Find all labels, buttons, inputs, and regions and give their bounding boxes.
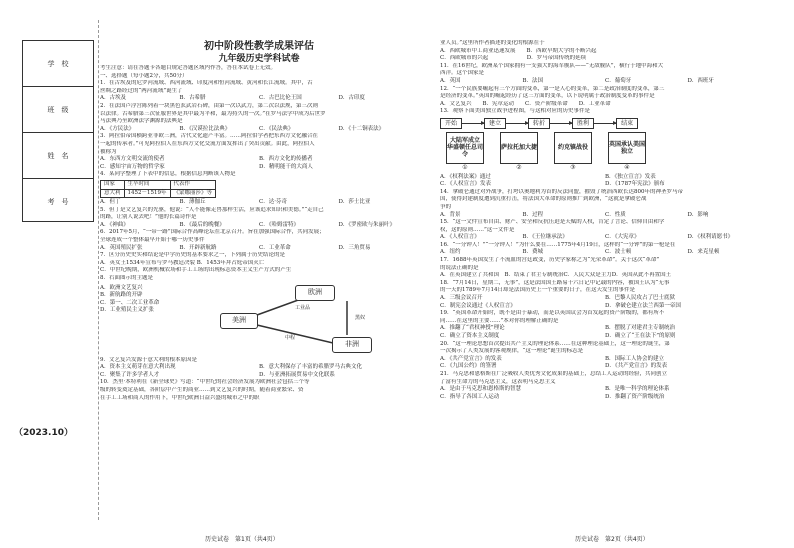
question-1: 1．在古埃及的尼罗河流域、西河流域、印度河和恒河流域、黄河和长江流域。其中，古 (100, 80, 313, 87)
page-footer-2: 历史试卷 第2页（共4页） (575, 536, 649, 543)
options-14 (440, 212, 770, 220)
option: A．背景 (440, 211, 461, 218)
flow-step: 结束 (616, 118, 638, 129)
option: B．《最后的晚餐》 (179, 221, 225, 228)
question-2: 2．在法国卢浮宫陈列着一块黑色玄武岩石碑，由第一次以武力，第二次以法规，第三次则 (100, 102, 319, 109)
flow-step: 开始 (440, 118, 462, 129)
option: B．过程 (522, 211, 544, 218)
options-13 (440, 174, 770, 182)
field-name: 姓 名 (23, 133, 93, 179)
question-2-cont: 以法律。古希腊第三次征服世界是其中最为平和，最为持久的一次。”在罗马法学中成为后世罗 (100, 110, 326, 117)
table-cell: 1452－1519年 (124, 189, 170, 198)
question-3-cont: 被称为 (100, 148, 117, 155)
question-17: 17．1688年英国发生了不流血的宫廷政变，历史学家称之为“光荣革命”。关于这次“革命” (440, 257, 660, 264)
question-14: 14．拿破仑通过对外战争，打垮以奥地利为首的反法同盟，摧毁了统治西欧长达800年的神圣罗马帝 (440, 188, 683, 195)
question-7: 7．区分历史史实和结论是中学历史的基本要求之一，下列属于历史结论的是 (100, 252, 286, 259)
question-18: 18．“7月14日，星期二，无事”，这是法国国王路易十六日记中记载的内容，被国王认为“无事 (440, 279, 670, 286)
event-card: 大陆军成立 华盛顿任总司令 (446, 132, 484, 164)
options-8 (100, 285, 210, 315)
question-11: 11．在16世纪，欧洲某个国家拥有一支强大的海军舰队——“无敌舰队”，横行于地中海和大 (440, 62, 664, 69)
binding-line (98, 20, 99, 520)
question-12: 12．“一个民族要崛起有三个方面的变革，第一是人心的变革，第二是政治制度的变革，第三 (440, 85, 665, 92)
option: C．《哈姆雷特》 (259, 221, 299, 228)
option: D．莎士比亚 (338, 199, 371, 206)
table-cell: 《蒙娜丽莎》等 (170, 189, 216, 198)
option: D．工业殖民主义扩张 (100, 307, 154, 314)
option: B．新航路的开辟 (100, 292, 143, 299)
options-9 (100, 364, 418, 372)
question-20-cont: 一次揭示了人类发展的客观规律，“这一理论”诞生的标志是 (440, 348, 584, 355)
card-col (608, 132, 646, 172)
card-col (554, 132, 592, 172)
flow-arrow (462, 123, 484, 124)
question-21-cont: 了富有生命力的马克思主义，这表明马克思主义 (440, 378, 556, 385)
field-class: 班 级 (23, 87, 93, 133)
label-slaves: 黑奴 (355, 314, 366, 321)
options-13b (440, 181, 770, 189)
options-5 (100, 222, 418, 230)
option: C．波士顿 (605, 249, 632, 256)
options-21 (440, 386, 770, 394)
options-12: A．文艺复兴 B．宪章运动 C．资产阶级革命 D．工业革命 (440, 100, 611, 107)
question-9: 9．文艺复兴发源于意大利的根本原因是 (100, 356, 198, 363)
option: A．资本主义萌芽在意大利出现 (100, 364, 176, 371)
options-17: A．在英国建立了共和国 B．结束了君主专制统治C．人民大众是主力D．英国从此不再置国王 (440, 272, 672, 279)
option: C．《大宪章》 (605, 234, 640, 241)
question-15-cont: 权，这的原则……”这一文件是 (440, 226, 515, 233)
option: B．法国 (522, 77, 544, 84)
options-2 (100, 126, 418, 134)
option: B．古希腊 (179, 95, 206, 102)
options-19 (440, 325, 770, 333)
option: C．第一、二次工业革命 (100, 299, 160, 306)
option: C．《人权宣言》发表 (440, 181, 491, 188)
option: C．古巴比伦王国 (259, 95, 302, 102)
question-12-cont: 是经济的变革。”英国的崛起经历了这三方面的变革，以下说明属于政治制度变革的事件是 (440, 93, 655, 100)
options-4 (100, 199, 418, 207)
flow-arrow (594, 123, 616, 124)
option: A．但丁 (100, 199, 121, 206)
option: B．是唯一科学的理论体系 (605, 386, 670, 393)
question-10: 10．杰里·本特利在《新全球史》写道：“中世纪的社会经济发展为欧洲社会包括三个等 (100, 379, 310, 386)
option: D．古印度 (338, 95, 365, 102)
option: C．《民法典》 (259, 125, 294, 132)
option: D．精明能干的大商人 (259, 163, 313, 170)
trade-map (100, 285, 418, 355)
options-18 (440, 295, 770, 303)
option: C．达·芬奇 (259, 199, 287, 206)
label-middle: 中程 (285, 334, 296, 341)
option: C．感知宇宙万物的哲学家 (100, 163, 165, 170)
options-3b (100, 164, 418, 172)
table-cell: 意大利 (101, 189, 125, 198)
option: A．三级会议召开 (440, 295, 483, 302)
event-card: 约克镇战役 (554, 132, 592, 164)
option: D．《1787年宪法》颁布 (605, 181, 665, 188)
question-5-cont: 的路，让别人说去吧！”他的长篇诗作是 (100, 214, 197, 221)
flow-step: 转折 (528, 118, 550, 129)
option: B．费城 (522, 249, 544, 256)
field-number: 考 号 (47, 197, 69, 206)
question-19-cont: 同……在这里的主要……”本对你的理解正确的是 (440, 317, 559, 324)
options-6 (100, 245, 418, 253)
option: A．英国殖民扩张 (100, 244, 143, 251)
options-9b (100, 372, 418, 380)
option: D．拿破仑建立法兰西第一帝国 (605, 302, 681, 309)
table-header: 生卒时间 (124, 180, 170, 189)
question-13: 13．观察下面美国独立战争进程图，与这相对应的历史事件是 (440, 108, 591, 115)
options-21b (440, 394, 770, 402)
option: B．意大利保存了丰富的希腊罗马古典文化 (259, 364, 363, 371)
question-5: 5．但丁是文艺复兴的先驱，他说：“人不能像走兽那样生活，应该追求知识和美德。”“走自己 (100, 206, 324, 213)
option: A．《方民法》 (100, 125, 135, 132)
card-label: ① (462, 163, 468, 171)
question-6-cont: 全球连成一个整体最早开始于哪一历史事件 (100, 237, 205, 244)
option: B．《王位继承法》 (522, 234, 568, 241)
options-15 (440, 234, 770, 242)
option: D．与亚洲拓展贸易中文化联系 (259, 371, 335, 378)
options-16 (440, 249, 770, 257)
option: C．指导了各国工人运动 (440, 393, 500, 400)
event-card: 英国承认美国独立 (608, 132, 646, 164)
option: C．确立了资本主义制度 (440, 333, 500, 339)
option: C．制宪会议通过《人权宣言》 (440, 302, 516, 309)
question-10-cont: 在手工工场和商人的作用下，中世纪欧洲日益兴盛的城市之中的职 (100, 394, 260, 401)
question-10-end: 业人员。”这里所作者描述的变化的根源在于 (440, 40, 545, 46)
option-7c: C．中世纪晚期，欧洲机械农场和手工工场的出现标志资本主义生产方式的产生 (100, 267, 292, 274)
option: C．《九国公约》的签署 (440, 363, 497, 370)
question-15: 15．“这一文件宣布自由、财产、安全和反抗压迫是天赋的人权，肯定了言论、信仰自由和学 (440, 219, 665, 226)
right-column (440, 40, 770, 530)
question-19: 19．“英国革命开始时，既不是由于暴动，而是以英国议会为首发起的资产阶级的，都有所不 (440, 310, 665, 317)
war-process-flow (440, 118, 770, 130)
section-heading: 一、选择题（每小题2分，共50分） (100, 72, 188, 79)
card-col (500, 132, 538, 172)
option: A．东西方文明交流的使者 (100, 156, 165, 163)
question-20: 20．“这一理论思想首次提出共产主义的理论体系……在这种理论基础上，这一理论的诞生，第 (440, 340, 670, 347)
question-8: 8．右面图示的主题是 (100, 275, 153, 282)
card-label: ③ (570, 163, 576, 171)
option: A．古埃及 (100, 95, 126, 102)
options-20b (440, 363, 770, 371)
america-box: 美洲 (220, 313, 258, 329)
europe-box: 欧洲 (295, 285, 335, 301)
card-label: ④ (624, 163, 630, 171)
option: C．聚集了许多学者人才 (100, 371, 160, 378)
question-6: 6．2017年5月，“一带一路”国际合作高峰论坛在北京召开。旨在加强国际合作，共同发展； (100, 229, 325, 236)
question-4: 4．某同学整理了下表中的信息，根据信息判断该人物是 (100, 171, 236, 178)
option: D．《权利请愿书》 (687, 234, 734, 241)
option: A．《神曲》 (100, 221, 129, 228)
field-school: 学 校 (23, 41, 93, 87)
options-18b (440, 303, 770, 311)
option: B．薄伽丘 (179, 199, 206, 206)
table-header: 代表作 (170, 180, 216, 189)
option: C．工业革命 (259, 244, 291, 251)
question-3-cont: 一起的传承者。”可见阿拉伯人在东西方文化交流方面发挥出了突出贡献。由此，阿拉伯人 (100, 140, 315, 147)
option: D．三角贸易 (338, 244, 371, 251)
event-cards (446, 132, 770, 172)
option: A．纽约 (440, 249, 461, 256)
option: B．《独立宣言》发表 (605, 173, 656, 180)
option: B．开辟新航路 (179, 244, 217, 251)
question-14-cont: 争的 (440, 203, 452, 210)
options-11 (440, 78, 770, 86)
option: C．性质 (605, 211, 626, 218)
question-10-cont: 级的转变奠定基础，各阶层中产生的商业……到文艺复兴的时期，随着商业繁荣、资 (100, 387, 304, 393)
left-column (100, 40, 418, 530)
question-16: 16．“一分钟人！”“一分钟人！”为什么要在……1775年4月19日，这样的“一分钟”的第一枪是在 (440, 241, 676, 248)
option: A．是由于马克思和恩格斯的智慧 (440, 386, 521, 393)
label-goods: 工业品 (295, 304, 311, 311)
exam-title: 初中阶段性教学成果评估 (204, 41, 314, 52)
option: D．《十二铜表法》 (338, 125, 385, 132)
question-21: 21．马克思和恩格斯在广泛吸收人类优秀文化成果的基础上，总结工人运动的经验，共同创立 (440, 370, 668, 377)
event-card: 萨拉托加大捷 (500, 132, 538, 164)
page-footer-1: 历史试卷 第1页（共4页） (205, 536, 279, 543)
option: D．《罗密欧与朱丽叶》 (338, 221, 396, 228)
exam-date: （2023.10） (14, 428, 73, 438)
option: D．西班牙 (687, 77, 714, 84)
student-info-box (22, 40, 94, 222)
card-col (446, 132, 484, 172)
option: A．欧洲文艺复兴 (100, 284, 143, 291)
options-19b (440, 333, 770, 341)
question-11-cont: 西洋。这个国家是 (440, 70, 485, 77)
option: B．西方文化的传播者 (259, 156, 313, 163)
question-3: 3．阿拉伯帝国横跨亚非欧三洲，古代文化遗产丰富。……阿拉伯学者把东西方文化融合在 (100, 133, 319, 140)
option: D．影响 (687, 211, 709, 218)
option-7ab: A．英女王1534年宣布与罗马教廷决裂 B．1453年拜占庭帝国灭亡 (100, 259, 265, 266)
notice: 考生注意：请在答题卡各题目规定答题区域内作答，答在本试卷上无效。 (100, 65, 277, 71)
option: A．《共产党宣言》的发表 (440, 355, 502, 362)
option: B．巴黎人民攻占了巴士底狱 (605, 295, 676, 302)
option: B．国际工人协会的建立 (605, 355, 665, 362)
option: A．《权利法案》通过 (440, 173, 491, 180)
flow-step: 胜利 (572, 118, 594, 129)
africa-box: 非洲 (332, 337, 372, 353)
card-label: ② (516, 163, 522, 171)
options-1 (100, 95, 418, 103)
info-table (100, 180, 216, 198)
question-1-cont: 丝绸之路经过的“两河流域”诞生了 (100, 87, 183, 94)
option: C．葡萄牙 (605, 77, 632, 84)
options-3 (100, 156, 418, 164)
flow-step: 建立 (484, 118, 506, 129)
option: A．英国 (440, 77, 461, 84)
exam-subtitle: 九年级历史学科试卷 (218, 54, 300, 64)
question-18-cont: 的一天的1789年7月14日却是法国历史上一个重要的日子，在这天发生的事件是 (440, 287, 635, 294)
flow-arrow (550, 123, 572, 124)
option: B．《汉谟拉比法典》 (179, 125, 231, 132)
option: A．推翻了“君权神授”理论 (440, 325, 505, 332)
question-17-cont: 的说法正确的是 (440, 264, 479, 271)
question-2-cont: 马法典乃至欧洲法学渊源的法典是 (100, 118, 183, 125)
option-line: C．西欧城市的兴起 D．罗马帝国传统的延续 (440, 55, 587, 62)
option-line: A．西欧城市中工商业迅速发展 B．西欧早期大学的不断兴起 (440, 47, 597, 54)
table-header: 国家 (101, 180, 125, 189)
option: B．摆脱了对建君主专制统治 (605, 325, 676, 332)
option: D．《共产党宣言》的发表 (605, 363, 668, 370)
question-14-cont: 国，使得封建制度遭到沉重打击，将法国大革命的原则推广到欧洲，“这就是拿破仑战 (440, 196, 647, 203)
option: D．推翻了资产阶级统治 (605, 393, 665, 400)
option: A．《人权宣言》 (440, 234, 480, 241)
flow-arrow (506, 123, 528, 124)
option: D．来克星顿 (687, 249, 720, 256)
option: D．确立了“王在法下”的原则 (605, 333, 676, 339)
